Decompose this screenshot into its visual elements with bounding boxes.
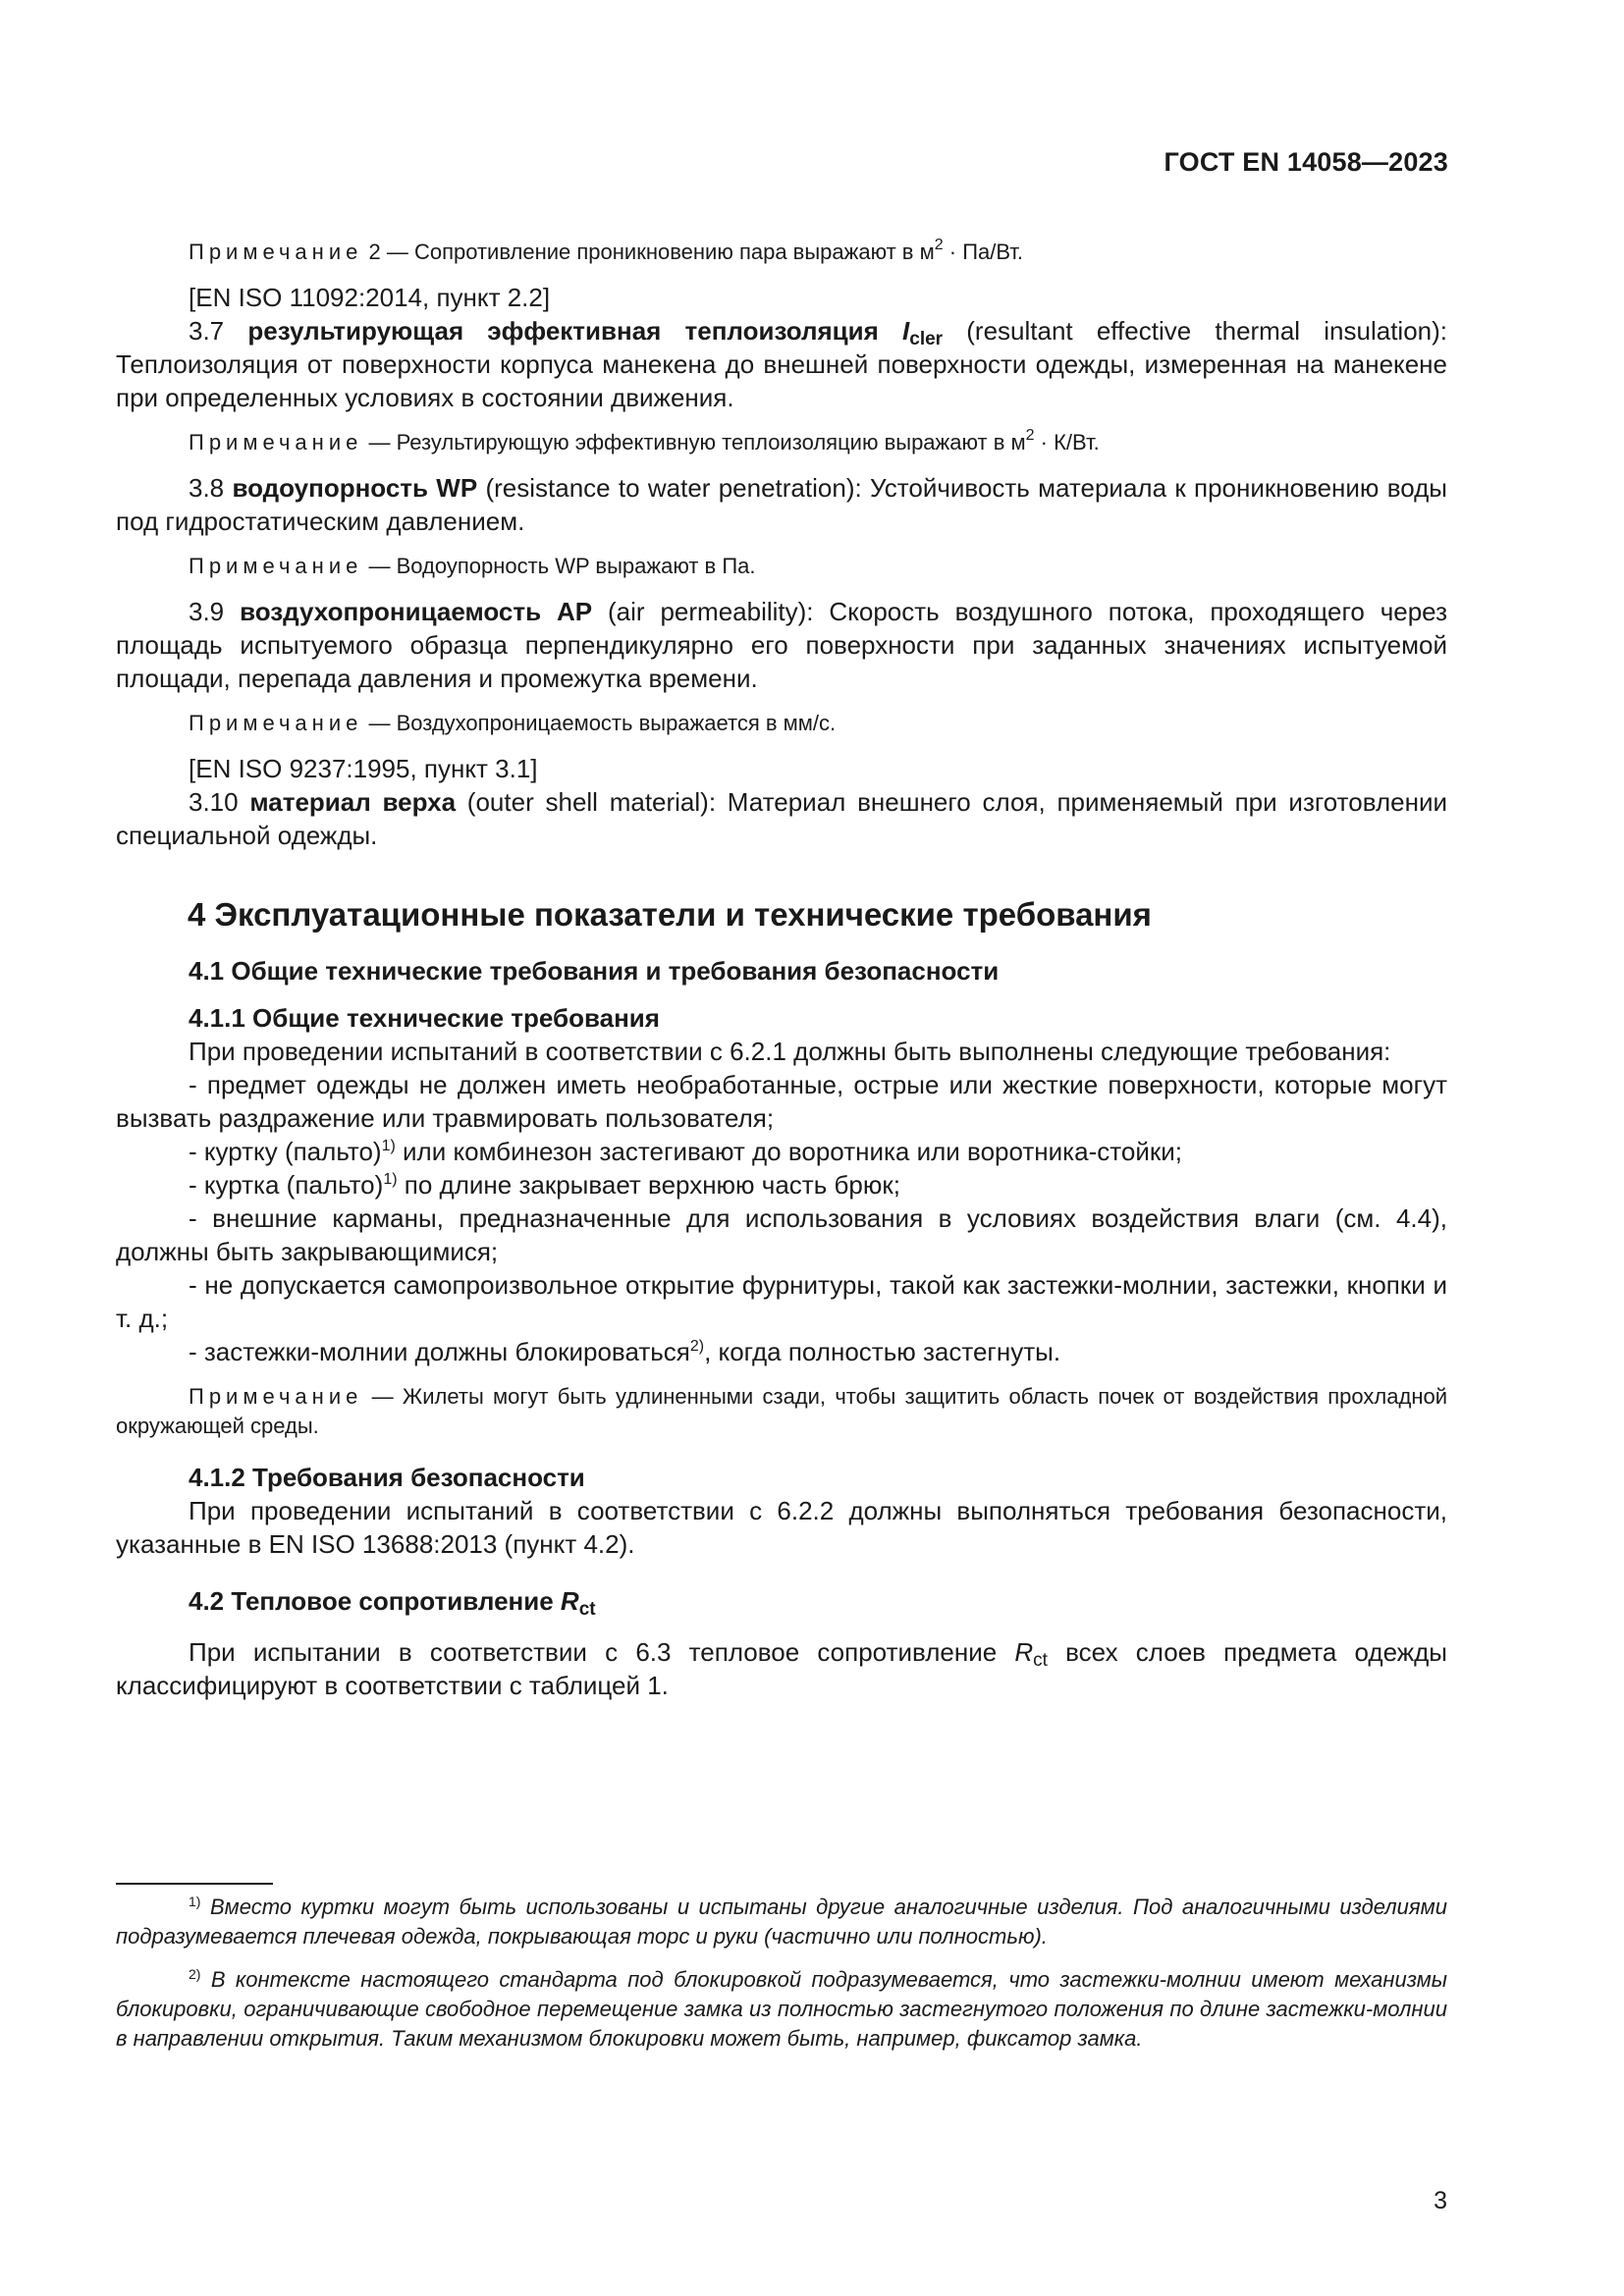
note-2: Примечание 2 — Сопротивление проникновению пара выражают в $м^2 \cdot Па/Вт$. bbox=[189, 237, 1024, 264]
requirement-item: - внешние карманы, предназначенные для использования в условиях воздействия влаги (см. 4.4), должны быть закрывающимися; bbox=[116, 1203, 1447, 1266]
section-4-1-heading: 4.1 Общие технические требования и требования безопасности bbox=[189, 956, 1000, 986]
footnote-1: $^{1)}$ Вместо куртки могут быть использованы и испытаны другие аналогичные изделия. Под аналогичными изделиями подразумевается плечевая одежда, покрывающая торс и руки (частично или полностью). bbox=[116, 1894, 1447, 1949]
footnote-ref: 1) bbox=[383, 1171, 398, 1188]
note-number: 2 bbox=[368, 240, 381, 264]
term-title: результирующая эффективная теплоизоляция bbox=[247, 316, 879, 346]
requirement-item: - застежки-молнии должны блокироваться$^{2)}$, когда полностью застегнуты. bbox=[189, 1337, 1061, 1366]
symbol: R bbox=[1014, 1637, 1034, 1667]
section-4-2-heading: 4.2 Тепловое сопротивление $R_{ct}$ bbox=[189, 1586, 596, 1620]
reference-iso-9237: [EN ISO 9237:1995, пункт 3.1] bbox=[189, 754, 538, 783]
note-label: Примечание bbox=[189, 554, 363, 578]
term-title: водоупорность WP bbox=[232, 473, 478, 503]
note-label: Примечание bbox=[189, 711, 363, 735]
term-3-7: 3.7 результирующая эффективная теплоизоляция $I_{cler}$ (resultant effective thermal insulation): Теплоизоляция от поверхности корпуса манекена до внешней поверхности одежды, измеренная на манекене при определенных условиях в состоянии движения. bbox=[116, 316, 1448, 412]
term-title: материал верха bbox=[249, 787, 457, 817]
footnote-ref: 2) bbox=[689, 1338, 705, 1355]
symbol: R bbox=[560, 1586, 579, 1616]
requirement-item: - куртку (пальто)$^{1)}$ или комбинезон застегивают до воротника или воротника-стойки; bbox=[189, 1137, 1182, 1166]
footnote-2: $^{2)}$ В контексте настоящего стандарта под блокировкой подразумевается, что застежки-молнии имеют механизмы блокировки, ограничивающие свободное перемещение замка из полностью застегнутого положения по длине застежки-молнии в направлении открытия. Таким механизмом блокировки может быть, например, фиксатор замка. bbox=[116, 1966, 1447, 2051]
footnote-divider bbox=[116, 1883, 273, 1885]
requirement-item: - не допускается самопроизвольное открытие фурнитуры, такой как застежки-молнии, застежки, кнопки и т. д.; bbox=[116, 1270, 1447, 1333]
note-label: Примечание bbox=[189, 240, 363, 264]
term-3-8: 3.8 водоупорность WP (resistance to water penetration): Устойчивость материала к проникновению воды под гидростатическим давлением. bbox=[116, 473, 1447, 536]
section-4-1-2-heading: 4.1.2 Требования безопасности bbox=[189, 1463, 585, 1492]
note-4-1-1: Примечание — Жилеты могут быть удлиненными сзади, чтобы защитить область почек от воздействия прохладной окружающей среды. bbox=[116, 1384, 1447, 1438]
reference-iso-11092: [EN ISO 11092:2014, пункт 2.2] bbox=[189, 283, 551, 312]
section-4-heading: 4 Эксплуатационные показатели и технические требования bbox=[188, 896, 1152, 933]
note-label: Примечание bbox=[189, 1384, 363, 1409]
symbol: I bbox=[902, 316, 910, 346]
requirement-item: - куртка (пальто)$^{1)}$ по длине закрывает верхнюю часть брюк; bbox=[189, 1170, 900, 1200]
section-4-2-text: При испытании в соответствии с 6.3 тепловое сопротивление $R_{ct}$ всех слоев предмета одежды классифицируют в соответствии с таблицей 1. bbox=[116, 1637, 1447, 1700]
document-header: ГОСТ EN 14058—2023 bbox=[1164, 147, 1448, 177]
page-number: 3 bbox=[1434, 2187, 1447, 2215]
document-body bbox=[116, 224, 1447, 1702]
note-label: Примечание bbox=[189, 430, 363, 454]
note-3-7: Примечание — Результирующую эффективную теплоизоляцию выражают в $м^2 \cdot К/Вт$. bbox=[189, 427, 1100, 454]
section-4-1-2-text: При проведении испытаний в соответствии с 6.2.2 должны выполняться требования безопасности, указанные в EN ISO 13688:2013 (пункт 4.2). bbox=[116, 1496, 1447, 1559]
term-title: воздухопроницаемость AP bbox=[240, 597, 593, 626]
note-3-8: Примечание — Водоупорность WP выражают в Па. bbox=[189, 554, 756, 578]
note-3-9: Примечание — Воздухопроницаемость выражается в мм/с. bbox=[189, 711, 837, 735]
section-4-1-1-intro: При проведении испытаний в соответствии с 6.2.1 должны быть выполнены следующие требования: bbox=[189, 1037, 1391, 1066]
section-4-1-1-heading: 4.1.1 Общие технические требования bbox=[189, 1003, 660, 1033]
term-3-10: 3.10 материал верха (outer shell material): Материал внешнего слоя, применяемый при изготовлении специальной одежды. bbox=[116, 787, 1447, 850]
requirement-item: - предмет одежды не должен иметь необработанные, острые или жесткие поверхности, которые могут вызвать раздражение или травмировать пользователя; bbox=[116, 1070, 1447, 1133]
term-3-9: 3.9 воздухопроницаемость AP (air permeability): Скорость воздушного потока, проходящего через площадь испытуемого образца перпендикулярно его поверхности при заданных значениях испытуемой площади, перепада давления и промежутка времени. bbox=[116, 597, 1447, 693]
footnotes bbox=[116, 1883, 1447, 2067]
footnote-ref: 1) bbox=[381, 1138, 396, 1154]
